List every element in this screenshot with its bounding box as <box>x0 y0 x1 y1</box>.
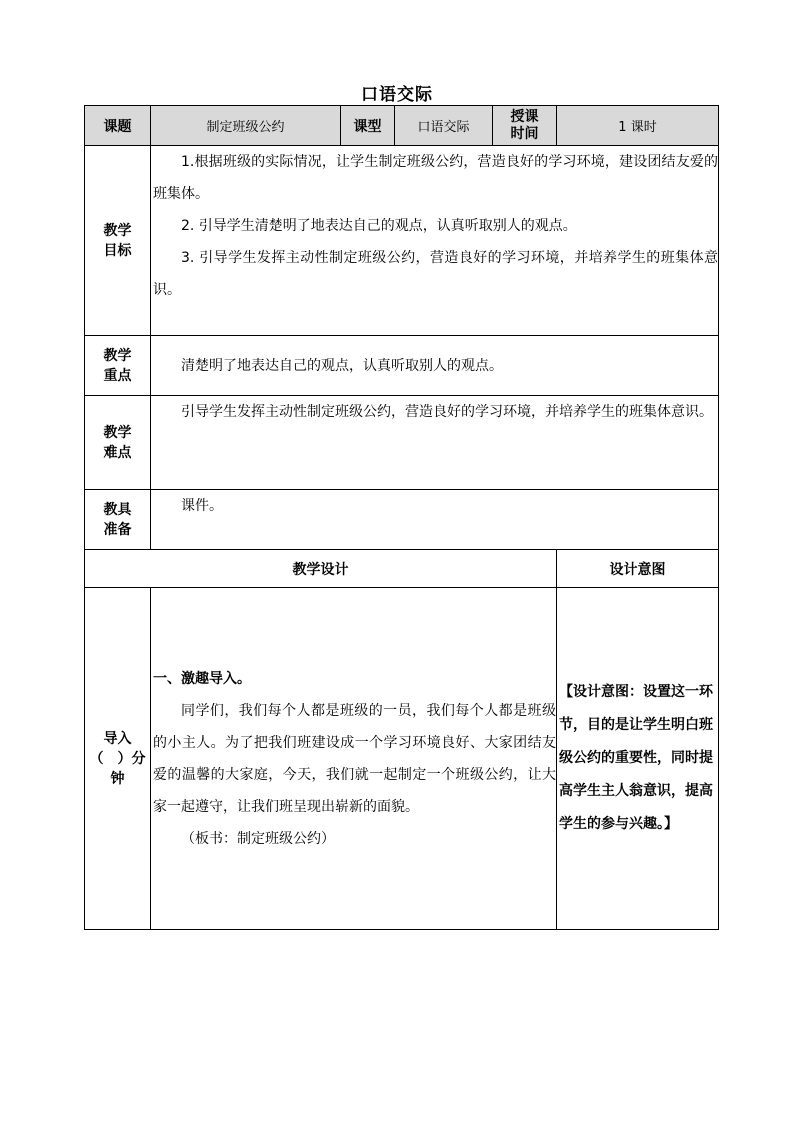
objective-item: 3. 引导学生发挥主动性制定班级公约，营造良好的学习环境，并培养学生的班集体意识。 <box>153 250 718 298</box>
design-header-row <box>85 550 719 588</box>
materials-label-line-2: 准备 <box>103 521 132 538</box>
intro-label-line-1: 导入 <box>103 730 132 747</box>
difficulties-label <box>85 396 151 490</box>
document-title: 口语交际 <box>361 85 433 105</box>
materials-label-line-1: 教具 <box>103 501 132 518</box>
difficulties-content <box>151 396 719 490</box>
design-intent-header: 设计意图 <box>557 550 719 588</box>
topic-value: 制定班级公约 <box>151 106 341 146</box>
objectives-content <box>151 146 719 336</box>
key-points-content <box>151 336 719 396</box>
intro-content <box>151 588 557 930</box>
objectives-label-line-2: 目标 <box>103 242 132 259</box>
time-label-line-1: 授课 <box>510 108 539 125</box>
difficulties-row <box>85 396 719 490</box>
header-row <box>85 106 719 146</box>
intro-label-line-3: 钟 <box>110 770 125 787</box>
intro-heading: 一、激趣导入。 <box>153 670 251 687</box>
difficulties-label-line-1: 教学 <box>103 424 132 441</box>
materials-row <box>85 490 719 550</box>
lesson-plan-table <box>84 105 719 930</box>
key-points-label <box>85 336 151 396</box>
type-label: 课型 <box>341 106 395 146</box>
teaching-design-header: 教学设计 <box>85 550 557 588</box>
time-label <box>493 106 557 146</box>
key-points-label-line-1: 教学 <box>103 347 132 364</box>
hours-value: 1 课时 <box>557 106 719 146</box>
key-points-label-line-2: 重点 <box>103 367 132 384</box>
time-label-line-2: 时间 <box>510 125 539 142</box>
objective-item: 1.根据班级的实际情况，让学生制定班级公约，营造良好的学习环境，建设团结友爱的班集体。 <box>153 154 718 202</box>
difficulties-label-line-2: 难点 <box>103 444 132 461</box>
intro-label-line-2: （ ）分 <box>89 750 146 767</box>
type-value: 口语交际 <box>395 106 493 146</box>
difficulties-text: 引导学生发挥主动性制定班级公约，营造良好的学习环境，并培养学生的班集体意识。 <box>181 404 713 420</box>
materials-content <box>151 490 719 550</box>
objectives-label-line-1: 教学 <box>103 222 132 239</box>
intro-paragraph: 同学们，我们每个人都是班级的一员，我们每个人都是班级的小主人。为了把我们班建设成一个学习环境良好、大家团结友爱的温馨的大家庭，今天，我们就一起制定一个班级公约，让大家一起遵守，让我们班呈现出崭新的面貌。 <box>153 702 556 815</box>
intro-board-note: （板书：制定班级公约） <box>181 830 335 847</box>
intro-label <box>85 588 151 930</box>
objective-item: 2. 引导学生清楚明了地表达自己的观点，认真听取别人的观点。 <box>181 218 577 234</box>
objectives-row <box>85 146 719 336</box>
key-points-row <box>85 336 719 396</box>
topic-label: 课题 <box>85 106 151 146</box>
objectives-label <box>85 146 151 336</box>
intro-design-intent: 【设计意图：设置这一环节，目的是让学生明白班级公约的重要性，同时提高学生主人翁意识，提高学生的参与兴趣。】 <box>557 588 719 930</box>
materials-text: 课件。 <box>181 498 223 514</box>
intro-row <box>85 588 719 930</box>
materials-label <box>85 490 151 550</box>
key-points-text: 清楚明了地表达自己的观点，认真听取别人的观点。 <box>181 357 503 374</box>
